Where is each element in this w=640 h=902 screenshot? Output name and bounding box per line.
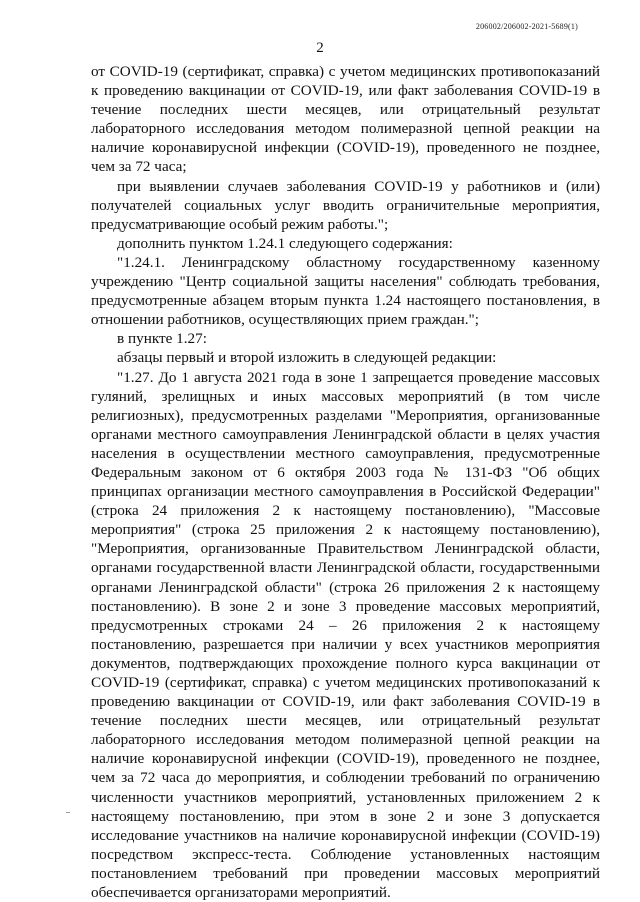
scan-artifact (66, 812, 70, 813)
document-header-code: 206002/206002-2021-5689(1) (475, 22, 578, 31)
paragraph-restrictions: при выявлении случаев заболевания COVID-19 у работников и (или) получателей социальных услуг вводить ограничительные мероприятия, предусматривающие особый режим работы."; (91, 177, 600, 233)
paragraph-clause-1-27-intro: в пункте 1.27: (117, 330, 207, 348)
paragraph-clause-1-24-1: "1.24.1. Ленинградскому областному государственному казенному учреждению "Центр социальной защиты населения" соблюдать требования, предусмотренные абзацем вторым пункта 1.24 настоящего постановления, в отношении работников, осуществляющих прием граждан."; (91, 253, 600, 329)
paragraph-clause-1-27: "1.27. До 1 августа 2021 года в зоне 1 запрещается проведение массовых гуляний, зрелищных и иных массовых мероприятий (в том числе религиозных), предусмотренных разделами "Мероприятия, организованные органами местного самоуправления Ленинградской области в целях участия населения в осуществлении местного самоуправления, предусмотренные Федеральным законом от 6 октября 2003 года № 131-ФЗ "Об общих принципах организации местного самоуправления в Российской Федерации" (строка 24 приложения 2 к настоящему постановлению), "Массовые мероприятия" (строка 25 приложения 2 к настоящему постановлению), "Мероприятия, организованные Правительством Ленинградской области, органами государственной власти Ленинградской области, государственными органами Ленинградской области" (строка 26 приложения 2 к настоящему постановлению). В зоне 2 и зоне 3 проведение массовых мероприятий, предусмотренных строками 24 – 26 приложения 2 к настоящему постановлению, разрешается при наличии у всех участников мероприятия документов, подтверждающих прохождение полного курса вакцинации от COVID-19 (сертификат, справка) с учетом медицинских противопоказаний к проведению вакцинации от COVID-19, или факт заболевания COVID-19 в течение последних шести месяцев, или отрицательный результат лабораторного исследования методом полимеразной цепной реакции на наличие коронавирусной инфекции (COVID-19), проведенного не позднее, чем за 72 часа до мероприятия, и соблюдении требований по ограничению численности участников мероприятий, установленных приложением 2 к настоящему постановлению, при этом в зоне 2 и зоне 3 допускается исследование участников на наличие коронавирусной инфекции (COVID-19) посредством экспресс-теста. Соблюдение установленных настоящим постановлением требований при проведении массовых мероприятий обеспечивается организаторами мероприятий. (91, 368, 600, 902)
paragraph-edit-instruction: абзацы первый и второй изложить в следующей редакции: (117, 349, 497, 367)
page-number: 2 (316, 40, 324, 56)
document-body (91, 62, 600, 902)
paragraph-amendment-intro: дополнить пунктом 1.24.1 следующего содержания: (117, 234, 453, 252)
paragraph-continuation: от COVID-19 (сертификат, справка) с учетом медицинских противопоказаний к проведению вакцинации от COVID-19, или факт заболевания COVID-19 в течение последних шести месяцев, или отрицательный результат лабораторного исследования методом полимеразной цепной реакции на наличие коронавирусной инфекции (COVID-19), проведенного не позднее, чем за 72 часа; (91, 63, 600, 176)
